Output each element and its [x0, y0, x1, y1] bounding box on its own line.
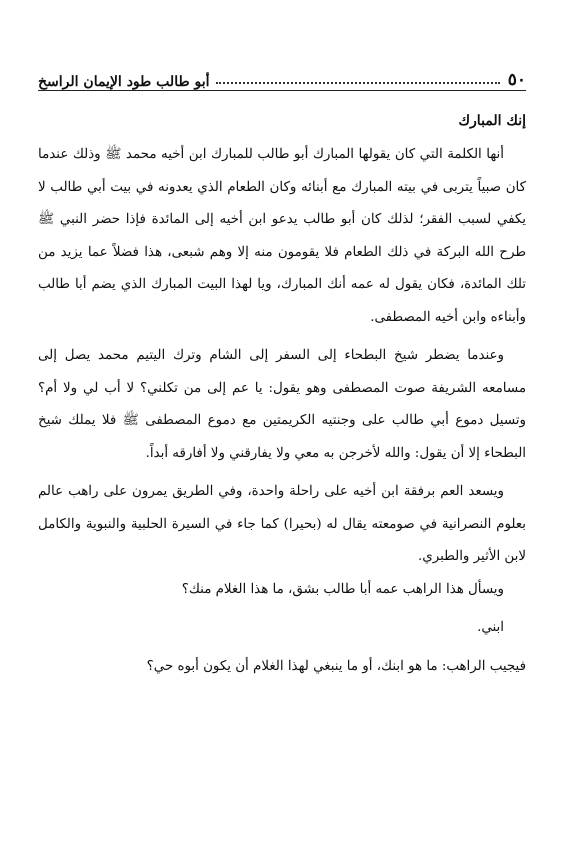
running-header — [38, 60, 526, 91]
book-title: أبو طالب طود الإيمان الراسخ — [38, 74, 210, 90]
paragraph-2: وعندما يضطر شيخ البطحاء إلى السفر إلى الشام وترك اليتيم محمد يصل إلى مسامعه الشريفة صوت المصطفى وهو يقول: يا عم إلى من تكلني؟ لا أب لي ولا أم؟ وتسيل دموع أبي طالب على وجنتيه الكريمتين مع دموع المصطفى ﷺ فلا يملك شيخ البطحاء إلا أن يقول: والله لأخرجن به معي ولا يفارقني ولا أفارقه أبداً. — [38, 348, 526, 461]
paragraph-5: ابني. — [477, 620, 504, 635]
paragraph-6: فيجيب الراهب: ما هو ابنك، أو ما ينبغي لهذا الغلام أن يكون أبوه حي؟ — [146, 658, 526, 674]
paragraph-3: ويسعد العم برفقة ابن أخيه على راحلة واحدة، وفي الطريق يمرون على راهب عالم بعلوم النصرانية في صومعته يقال له (بحيرا) كما جاء في السيرة الحلبية والنبوية والكامل لابن الأثير والطبري. — [38, 484, 526, 564]
section-title: إنك المبارك — [458, 113, 526, 129]
book-page — [38, 60, 526, 820]
paragraph-4: ويسأل هذا الراهب عمه أبا طالب بشق، ما هذا الغلام منك؟ — [181, 581, 504, 597]
paragraph-1: أنها الكلمة التي كان يقولها المبارك أبو طالب للمبارك ابن أخيه محمد ﷺ وذلك عندما كان صبياً يتربى في بيته المبارك مع أبنائه وكان الطعام الذي يعدونه في بيت أبي طالب لا يكفي لسبب الفقر؛ لذلك كان أبو طالب يدعو ابن أخيه إلى المائدة فإذا حضر النبي ﷺ طرح الله البركة في ذلك الطعام فلا يقومون منه إلا وهم شبعى، هذا فضلاً عما يزيد من تلك المائدة، فكان يقول له عمه أنك المبارك، ويا لهذا البيت المبارك الذي يضم أبا طالب وأبناءه وابن أخيه المصطفى. — [38, 147, 526, 325]
leader-dots — [216, 82, 500, 84]
page-number: ٥٠ — [507, 70, 526, 90]
